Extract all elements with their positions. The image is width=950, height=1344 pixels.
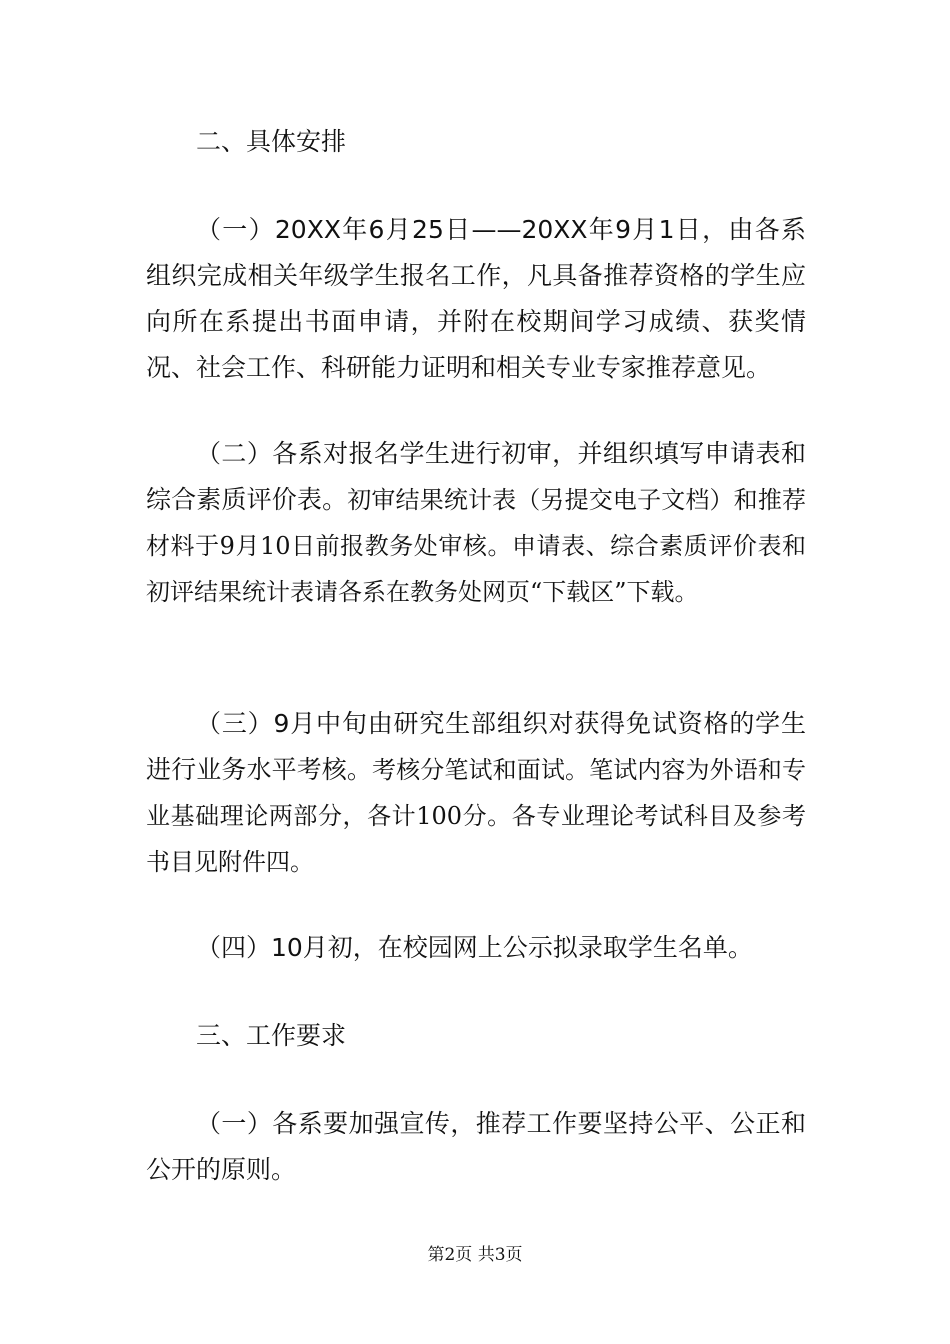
- paragraph-preliminary-review: [146, 431, 806, 615]
- paragraph-registration: （一）20XX年6月25日——20XX年9月1日，由各系组织完成相关年级学生报名工作，凡具备推荐资格的学生应向所在系提出书面申请，并附在校期间学习成绩、获奖情况、社会工作、科研能力证明和相关专业专家推荐意见。: [146, 215, 806, 382]
- page-number-footer: 第2页 共3页: [427, 1245, 523, 1265]
- paragraph-principles: （一）各系要加强宣传，推荐工作要坚持公平、公正和公开的原则。: [146, 1109, 806, 1184]
- paragraph-preliminary-review-detail: 初审结果统计表（另提交电子文档）和推荐材料于9月10日前报教务处审核。申请表、综合素质评价表和初评结果统计表请各系在教务处网页“下载区”下载。: [146, 486, 806, 606]
- paragraph-publicity: （四）10月初，在校园网上公示拟录取学生名单。: [196, 933, 753, 962]
- paragraph-preliminary-review-lead: （二）各系对报名学生进行初审，并组织填写申请表和综合素质评价表。: [146, 439, 806, 514]
- paragraph-assessment-detail: 考核分笔试和面试。笔试内容为外语和专业基础理论两部分，各计100分。各专业理论考试科目及参考书目见附件四。: [146, 756, 806, 876]
- paragraph-assessment-lead: （三）9月中旬由研究生部组织对获得免试资格的学生进行业务水平考核。: [146, 709, 806, 784]
- section-heading-arrangements: 二、具体安排: [196, 127, 347, 156]
- paragraph-assessment: [146, 701, 806, 885]
- section-heading-requirements: 三、工作要求: [196, 1021, 347, 1050]
